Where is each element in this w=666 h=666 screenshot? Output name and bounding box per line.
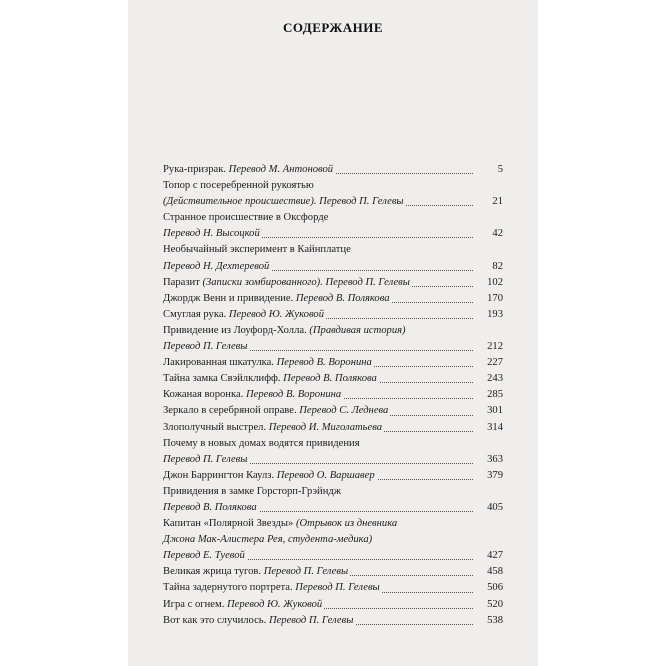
toc-entry-line [163, 178, 503, 194]
toc-entry-line [163, 162, 503, 178]
story-title: Зеркало в серебряной оправе. [163, 405, 300, 417]
toc-entry [163, 307, 503, 323]
toc-entry [163, 468, 503, 484]
toc-entry-text [163, 438, 362, 449]
translator-note: Перевод В. Полякова [283, 373, 377, 385]
translator-note: (Действительное происшествие). Перевод П. Гелевы [163, 196, 404, 208]
toc-entry-text [163, 550, 247, 561]
story-title: Великая жрица тугов. [163, 566, 264, 578]
story-title: Необычайный эксперимент в Кайнплатце [163, 244, 351, 256]
page-number: 520 [473, 597, 503, 613]
toc-entry-text [163, 277, 412, 288]
toc-entry-text [163, 164, 335, 175]
toc-entry-text [163, 228, 262, 239]
page-number: 538 [473, 613, 503, 629]
translator-note: Перевод И. Миголатьева [268, 421, 383, 433]
page-number: 170 [473, 291, 503, 307]
page-number: 314 [473, 420, 503, 436]
toc-entry-text [163, 293, 392, 304]
story-title: Вот как это случилось. [163, 614, 269, 626]
translator-note: Перевод Ю. Жуковой [227, 598, 323, 610]
toc-entry [163, 323, 503, 355]
toc-entry-text [163, 196, 406, 207]
toc-entry [163, 580, 503, 596]
toc-entry-line [163, 484, 503, 500]
story-title: Злополучный выстрел. [163, 421, 269, 433]
translator-note: (Правдивая история) [309, 324, 406, 336]
toc-entry-line [163, 420, 503, 436]
story-title: Лакированная шкатулка. [163, 357, 277, 369]
story-title: Джордж Венн и привидение. [163, 292, 296, 304]
story-title: Почему в новых домах водятся привидения [163, 437, 360, 449]
toc-entry-line [163, 516, 503, 532]
page-number: 21 [473, 194, 503, 210]
toc-entry [163, 162, 503, 178]
table-of-contents [163, 162, 503, 629]
translator-note: Перевод Н. Высоцкой [163, 228, 260, 240]
page-number: 227 [473, 355, 503, 371]
translator-note: Перевод В. Полякова [163, 501, 257, 513]
translator-note: Перевод О. Варшавер [276, 469, 375, 481]
page-number: 212 [473, 339, 503, 355]
translator-note: Перевод М. Антоновой [228, 164, 334, 175]
toc-entry-text [163, 405, 390, 416]
toc-entry-line [163, 500, 503, 516]
book-page [128, 0, 538, 666]
toc-entry [163, 242, 503, 274]
toc-entry-text [163, 518, 399, 529]
translator-note: (Записки зомбированного). Перевод П. Гелевы [202, 276, 410, 288]
toc-entry-line [163, 259, 503, 275]
toc-entry [163, 387, 503, 403]
translator-note: Перевод П. Гелевы [263, 566, 349, 578]
toc-entry-line [163, 242, 503, 258]
page-title: СОДЕРЖАНИЕ [282, 20, 384, 35]
story-title: Капитан «Полярной Звезды» [163, 518, 296, 530]
toc-entry-text [163, 261, 271, 272]
toc-entry-line [163, 564, 503, 580]
page-number: 427 [473, 548, 503, 564]
toc-entry-text [163, 309, 326, 320]
toc-entry [163, 210, 503, 242]
toc-entry [163, 371, 503, 387]
translator-note: (Отрывок из дневника [295, 518, 398, 530]
toc-entry-line [163, 597, 503, 613]
translator-note: Перевод Е. Туевой [163, 550, 245, 562]
page-number: 405 [473, 500, 503, 516]
toc-entry-line [163, 468, 503, 484]
translator-note: Перевод Н. Дехтеревой [163, 260, 270, 272]
toc-entry-text [163, 502, 259, 513]
translator-note: Перевод С. Леднева [299, 405, 389, 417]
toc-entry-line [163, 275, 503, 291]
toc-entry-line [163, 355, 503, 371]
page-number: 458 [473, 564, 503, 580]
toc-entry-text [163, 180, 316, 191]
story-title: Тайна задернутого портрета. [163, 582, 296, 594]
toc-entry [163, 564, 503, 580]
toc-entry-line [163, 532, 503, 548]
story-title: Кожаная воронка. [163, 389, 246, 401]
toc-entry-line [163, 436, 503, 452]
toc-entry-text [163, 566, 350, 577]
story-title: Привидение из Лоуфорд-Холла. [163, 324, 310, 336]
story-title: Топор с посеребренной рукоятью [163, 180, 314, 192]
translator-note: Перевод П. Гелевы [163, 341, 248, 353]
story-title: Рука-призрак. [163, 164, 229, 175]
toc-entry-text [163, 373, 379, 384]
toc-entry-text [163, 357, 374, 368]
translator-note: Перевод В. Воронина [276, 357, 372, 369]
story-title: Джон Баррингтон Каулз. [163, 469, 277, 481]
toc-entry-text [163, 470, 377, 481]
toc-entry-text [163, 422, 384, 433]
translator-note: Перевод П. Гелевы [163, 453, 248, 465]
toc-entry-text [163, 486, 343, 497]
story-title: Странное происшествие в Оксфорде [163, 212, 329, 224]
toc-entry [163, 613, 503, 629]
translator-note: Перевод П. Гелевы [295, 582, 380, 594]
toc-entry-line [163, 548, 503, 564]
toc-entry-line [163, 452, 503, 468]
toc-entry-text [163, 615, 355, 626]
toc-entry-line [163, 291, 503, 307]
story-title: Паразит [163, 276, 203, 288]
page-number: 379 [473, 468, 503, 484]
page-number: 243 [473, 371, 503, 387]
toc-entry [163, 275, 503, 291]
toc-entry-line [163, 613, 503, 629]
toc-entry [163, 420, 503, 436]
toc-entry-line [163, 194, 503, 210]
toc-entry [163, 178, 503, 210]
translator-note: Перевод В. Воронина [245, 389, 342, 401]
translator-note: Перевод П. Гелевы [268, 614, 354, 626]
page-number: 82 [473, 259, 503, 275]
toc-entry [163, 484, 503, 516]
toc-entry-line [163, 371, 503, 387]
toc-entry-text [163, 341, 249, 352]
toc-entry-text [163, 325, 408, 336]
page-number: 5 [473, 162, 503, 178]
page-number: 42 [473, 226, 503, 242]
page-number: 506 [473, 580, 503, 596]
story-title: Тайна замка Свэйлклифф. [163, 373, 284, 385]
toc-entry-text [163, 212, 330, 223]
translator-note: Перевод Ю. Жуковой [228, 308, 325, 320]
toc-entry-line [163, 210, 503, 226]
page-number: 193 [473, 307, 503, 323]
toc-entry [163, 355, 503, 371]
toc-entry-line [163, 226, 503, 242]
toc-entry [163, 403, 503, 419]
toc-entry-text [163, 582, 382, 593]
page-number: 102 [473, 275, 503, 291]
toc-entry-line [163, 403, 503, 419]
toc-entry [163, 436, 503, 468]
toc-entry-text [163, 599, 324, 610]
toc-entry-text [163, 454, 249, 465]
toc-entry-line [163, 580, 503, 596]
page-number: 285 [473, 387, 503, 403]
page-number: 301 [473, 403, 503, 419]
story-title: Привидения в замке Горсторп-Грэйндж [163, 485, 342, 497]
toc-entry-text [163, 534, 374, 545]
toc-entry-line [163, 339, 503, 355]
translator-note: Перевод В. Полякова [295, 292, 390, 304]
story-title: Игра с огнем. [163, 598, 228, 610]
toc-entry [163, 597, 503, 613]
toc-entry-line [163, 323, 503, 339]
toc-entry-line [163, 387, 503, 403]
translator-note: Джона Мак-Алистера Рея, студента-медика) [163, 534, 373, 546]
toc-entry [163, 516, 503, 564]
page-number: 363 [473, 452, 503, 468]
toc-entry-line [163, 307, 503, 323]
toc-entry-text [163, 244, 353, 255]
toc-entry [163, 291, 503, 307]
toc-entry-text [163, 389, 343, 400]
story-title: Смуглая рука. [163, 308, 229, 320]
